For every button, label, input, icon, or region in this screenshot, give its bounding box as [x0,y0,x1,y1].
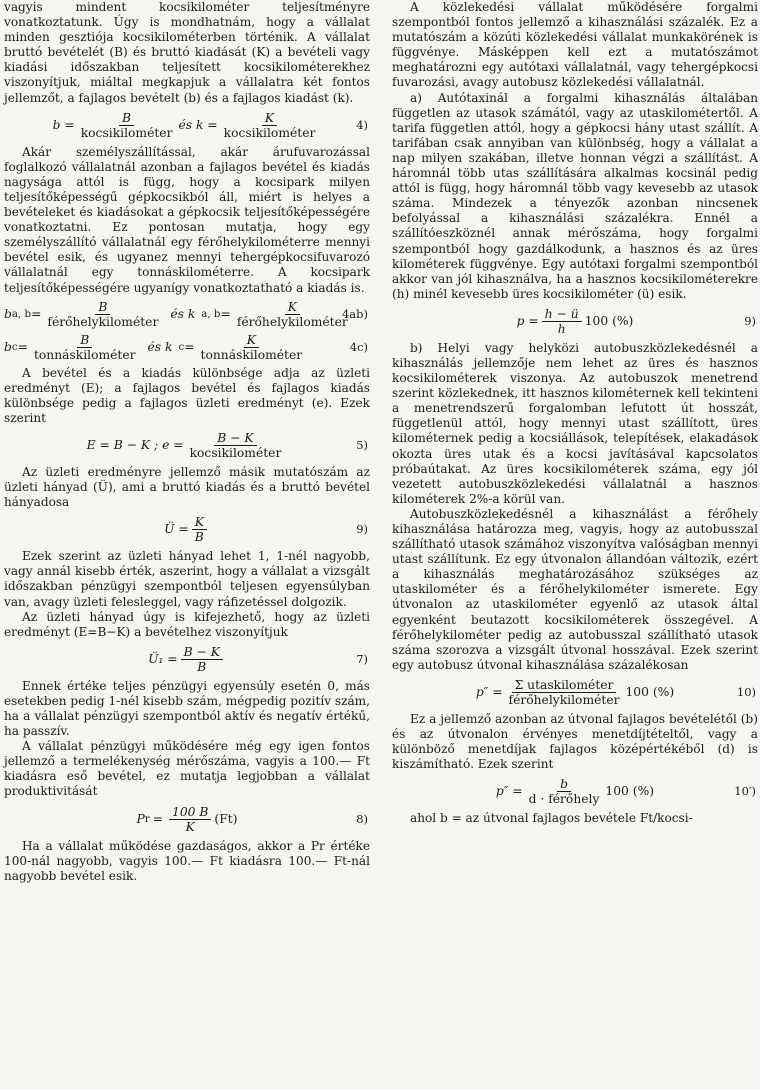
paragraph: Ez a jellemző azonban az útvonal fajlagos bevételétől (b) és az útvonalon érvényes menetdíjtételtől, vagy a különböző menetdíjak fajlagos középértékéből (d) is kiszámítható. Ezek szerint [392,711,758,772]
paragraph: vagyis mindent kocsikilométer teljesítményre vonatkoztatunk. Úgy is mondhatnám, hogy a vállalat minden gesztiója kocsikilométerben történik. A vállalat bruttó bevételét (B) és bruttó kiadását (K) a bevételi vagy kiadási időszakban teljesített kocsikilométerekhez viszonyítjuk, miáltal megkapjuk a vállalatra két fontos jellemzőt, a fajlagos bevételt (b) és a fajlagos kiadást (k). [4,0,370,105]
paragraph: Ennek értéke teljes pénzügyi egyensúly esetén 0, más esetekben pedig 1-nél kisebb szám, mégpedig pozitív szám, ha a vállalat pénzügyi szempontból aktív és negatív értékű, ha passzív. [4,678,370,739]
fraction: $\frac{h - ü}{h}$ [542,307,582,336]
paragraph: A bevétel és a kiadás különbsége adja az üzleti eredményt (E); a fajlagos bevétel és fajlagos kiadás különbsége pedig a fajlagos üzleti eredményt (e). Ezek szerint [4,365,370,425]
equation-number: 10) [736,684,756,699]
fraction: $\frac{B}{\text{kocsikilométer}}$ [80,110,173,140]
fraction: $\frac{K}{\text{férőhelykilométer}}$ [236,299,348,329]
equation-4c: b c = $\frac{B}{\text{tonnáskilométer}}$ és k c = $\frac{K}{\text{tonnáskilométer}}$ 4c) [4,332,368,362]
fraction: $\frac{K}{B}$ [192,515,207,544]
paragraph: Ezek szerint az üzleti hányad lehet 1, 1-nél nagyobb, vagy annál kisebb érték, aszerint, hogy a vállalat a vizsgált időszakban pénzügyi szempontból teljesen egyensúlyban van, avagy üzleti felesleggel, vagy ráfizetéssel dolgozik. [4,549,370,609]
paragraph: Az üzleti eredményre jellemző másik mutatószám az üzleti hányad (Ü), ami a bruttó kiadás és a bruttó bevétel hányadosa [4,464,370,510]
equation-10: p″ = $\frac{\text{Σ utaskilométer}}{\text{férőhelykilométer}}$ 100 (%) 10) [475,677,756,707]
equation-lhs: b = [52,117,75,132]
equation-number: 7) [356,651,368,666]
paragraph: Ha a vállalat működése gazdaságos, akkor a Pr értéke 100-nál nagyobb, vagyis 100.— Ft kiadásra 100.— Ft-nál nagyobb bevétel esik. [4,838,370,883]
paragraph: a) Autótaxinál a forgalmi kihasználás általában független az utasok számától, vagy az utaskilométertől. A tarifa független attól, hogy a gépkocsi hány utast szállít. A tarifában csak annyiban van különbség, hogy a vállalat a nap milyen szakában, illetve honnan végzi a szállítást. A háromnál több utas szállítására alkalmas kocsinál pedig attól is függ, hogy háromnál több vagy kevesebb az utasok száma. Mindezek a tényezők azonban nincsenek befolyással a kihasználási százalékra. Ennél a szállítóeszköznél annak mérőszáma, hogy forgalmi szempontból hogy gazdálkodunk, a hasznos és az üres kilométerek függvénye. Egy autótaxi forgalmi szempontból akkor van jól kihasználva, ha a hasznos kocsikilométerekre (h) minél kevesebb üres kocsikilométer (ü) esik. [392,90,758,301]
equation-number: 9) [744,313,756,328]
equation-number: 4ab) [341,306,368,321]
fraction: $\frac{B}{\text{tonnáskilométer}}$ [33,332,136,362]
fraction: $\frac{B}{\text{férőhelykilométer}}$ [47,299,159,329]
equation-8: P r = $\frac{100 B}{K}$ (Ft) 8) [136,804,368,834]
fraction: $\frac{\text{Σ utaskilométer}}{\text{férőhelykilométer}}$ [508,677,620,707]
fraction: $\frac{B - K}{\text{kocsikilométer}}$ [189,430,282,460]
equation-4ab: b a, b = $\frac{B}{\text{férőhelykilométer}}$ és k a, b = $\frac{K}{\text{férőhelykilométer}}$ 4ab) [4,299,368,329]
fraction: $\frac{B - K}{B}$ [181,645,223,674]
paragraph: A vállalat pénzügyi működésére még egy igen fontos jellemző a termelékenység mérőszáma, vagyis a 100.— Ft kiadásra eső bevétel, ez mutatja legjobban a vállalat produktivitását [4,739,370,799]
paragraph: Akár személyszállítással, akár árufuvarozással foglalkozó vállalatnál azonban a fajlagos bevétel és kiadás nagysága attól is függ, hogy a kocsipark milyen teljesítőképességű gépkocsikból áll, miért is helyes a bevételeket és kiadásokat a gépkocsik teljesítőképességére vonatkoztatni. Ez pontosan mutatja, hogy egy személyszállító vállalatnál egy férőhelykilométerre mennyi bevétel esik, és ugyanez mennyi tehergépkocsifuvarozó vállalatnál egy tonnáskilométerre. A kocsipark teljesítőképességére ugyanígy vonatkoztatható a kiadás is. [4,144,370,295]
paragraph: Autobuszközlekedésnél a kihasználást a férőhely kihasználása határozza meg, vagyis, hogy az autobusszal szállítható utasok számához viszonyítva valóságban mennyi utast szállítunk. Ez egy útvonalon állandóan változik, ezért a kihasználás meghatározásához szükséges az utaskilométer és a férőhelykilométer ismerete. Egy útvonalon az utaskilométer egyenlő az utasok által egyenként beutazott kocsikilométerek összegével. A férőhelykilométer pedig az autobusszal szállítható utasok száma szorozva a vizsgált útvonal hosszával. Ezek szerint egy autobusz útvonal kihasználása százalékosan [392,506,758,672]
left-column [4,0,370,884]
fraction: $\frac{K}{\text{kocsikilométer}}$ [223,110,316,140]
paragraph: ahol b = az útvonal fajlagos bevétele Ft/kocsi- [410,811,693,826]
equation-7: Ü₁ = $\frac{B - K}{B}$ 7) [148,644,368,674]
equation-number: 9) [356,522,368,537]
equation-number: 10′) [734,784,756,799]
equation-number: 4c) [349,339,368,354]
equation-10-prime: p″ = $\frac{b}{\text{d · férőhely}}$ 100 (%) 10′) [495,777,756,807]
equation-number: 4) [356,117,368,132]
equation-4: b = $\frac{B}{\text{kocsikilométer}}$ és k = $\frac{K}{\text{kocsikilométer}}$ 4) [52,110,368,140]
equation-number: 5) [356,437,368,452]
paragraph: A közlekedési vállalat működésére forgalmi szempontból fontos jellemző a kihasználási százalék. Ez a mutatószám a közúti közlekedési vállalat munkakörének is függvénye. Másképpen kell ezt a mutatószámot meghatározni egy autótaxi vállalatnál, vagy tehergépkocsi fuvarozási, avagy autobusz közlekedési vállalatnál. [392,0,758,90]
equation-9-left: Ü = $\frac{K}{B}$ 9) [164,515,368,545]
fraction: $\frac{100 B}{K}$ [169,805,211,834]
paragraph: Az üzleti hányad úgy is kifejezhető, hogy az üzleti eredményt (E=B−K) a bevételhez viszonyítjuk [4,609,370,639]
paragraph: b) Helyi vagy helyközi autobuszközlekedésnél a kihasználás jellemzője nem lehet az üres és hasznos kocsikilométerek viszonya. Az autobuszok menetrend szerint közlekednek, itt hasznos kilométernek kell tekinteni a menetrendszerű forgalomban lefutott út hosszát, függetlenül attól, hogy mennyi utast szállított, üres kilométernek pedig a kocsiállások, telepítések, elakadások okozta üres utak és a kocsi javításával kapcsolatos próbaútakat. Az üres kocsikilométerek száma, egy jól vezetett autobuszközlekedési vállalatnál a hasznos kilométerek 2%-a körül van. [392,340,758,506]
fraction: $\frac{K}{\text{tonnáskilométer}}$ [200,332,303,362]
fraction: $\frac{b}{\text{d · férőhely}}$ [528,777,600,807]
equation-5: E = B − K ; e = $\frac{B - K}{\text{kocsikilométer}}$ 5) [86,430,368,460]
equation-9-right: p = $\frac{h - ü}{h}$ 100 (%) 9) [516,306,756,336]
equation-number: 8) [356,811,368,826]
right-column [392,0,758,826]
